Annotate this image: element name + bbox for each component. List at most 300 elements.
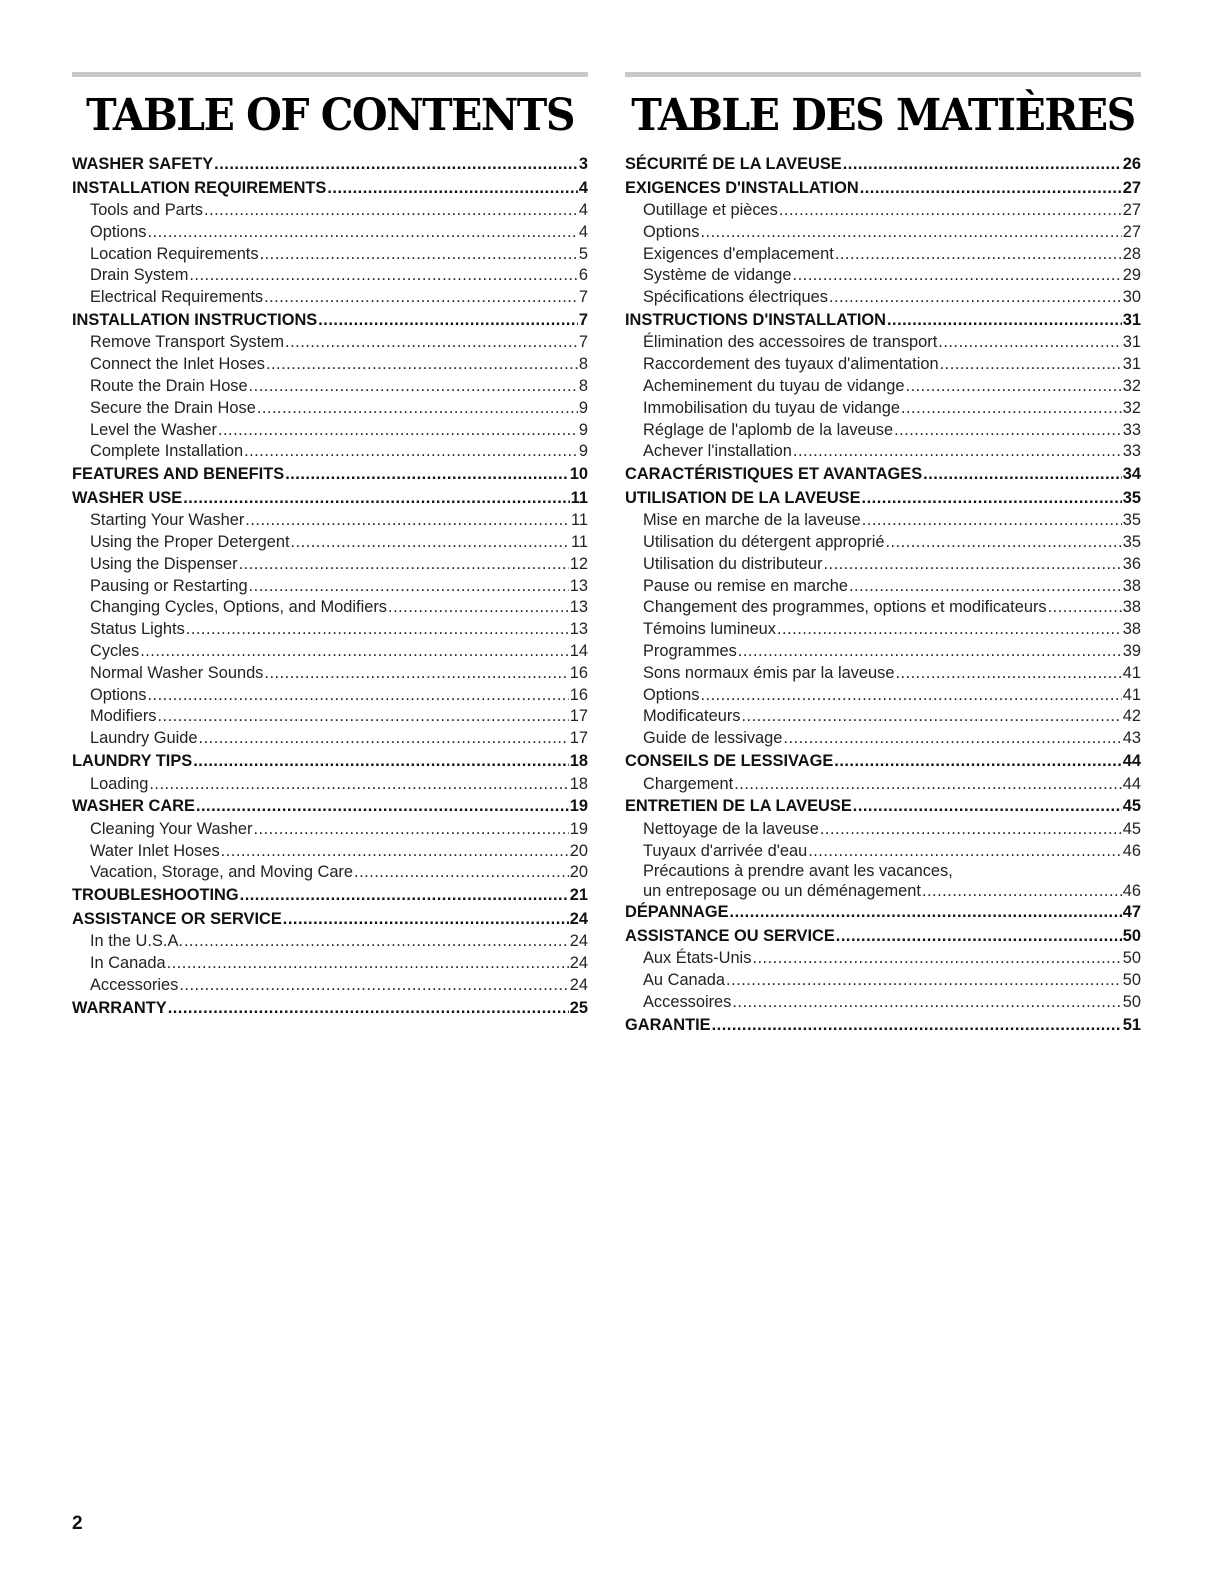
toc-entry-page: 33: [1122, 442, 1141, 461]
toc-entry-page: 50: [1122, 993, 1141, 1012]
toc-subsection-entry[interactable]: [72, 774, 588, 796]
toc-section-entry[interactable]: [72, 750, 588, 774]
toc-entry-page: 13: [569, 576, 588, 595]
toc-section-entry[interactable]: [72, 309, 588, 333]
toc-entry-label: WASHER USE: [72, 488, 183, 507]
dot-leader: [283, 908, 569, 931]
toc-entry-label: Changing Cycles, Options, and Modifiers: [90, 598, 388, 617]
toc-entry-label: Loading: [90, 774, 149, 793]
toc-entry-label: EXIGENCES D'INSTALLATION: [625, 178, 859, 197]
dot-leader: [140, 641, 569, 663]
toc-entry-page: 44: [1122, 752, 1141, 771]
toc-subsection-entry[interactable]: [625, 265, 1141, 287]
toc-entry-label: Cycles: [90, 642, 140, 661]
dot-leader: [752, 948, 1121, 970]
toc-subsection-entry[interactable]: [72, 265, 588, 287]
dot-leader: [158, 706, 569, 728]
toc-entry-page: 50: [1122, 926, 1141, 945]
toc-subsection-entry[interactable]: [625, 970, 1141, 992]
toc-entry-page: 10: [569, 465, 588, 484]
toc-entry-label: Level the Washer: [90, 420, 217, 439]
toc-entry-page: 35: [1122, 488, 1141, 507]
toc-entry-label: WARRANTY: [72, 998, 167, 1017]
dot-leader: [793, 265, 1122, 287]
toc-entry-label: Exigences d'emplacement: [643, 244, 834, 263]
toc-entry-label: Status Lights: [90, 620, 185, 639]
dot-leader: [291, 532, 570, 554]
toc-entry-page: 30: [1122, 288, 1141, 307]
toc-section-entry[interactable]: [625, 901, 1141, 925]
toc-entry-page: 38: [1122, 620, 1141, 639]
toc-entry-page: 31: [1122, 310, 1141, 329]
dot-leader: [354, 862, 569, 884]
toc-subsection-entry[interactable]: [72, 222, 588, 244]
toc-entry-page: 50: [1122, 949, 1141, 968]
dot-leader: [1048, 597, 1122, 619]
toc-subsection-entry[interactable]: [625, 200, 1141, 222]
toc-entry-page: 20: [569, 863, 588, 882]
toc-subsection-entry[interactable]: [625, 728, 1141, 750]
toc-entry-page: 31: [1122, 333, 1141, 352]
toc-entry-page: 14: [569, 642, 588, 661]
dot-leader: [701, 685, 1122, 707]
toc-english-column: [72, 72, 588, 1020]
toc-entry-page: 21: [569, 886, 588, 905]
toc-entry-label: Pause ou remise en marche: [643, 576, 848, 595]
toc-entry-page: 11: [570, 511, 588, 530]
dot-leader: [149, 774, 568, 796]
dot-leader: [186, 619, 569, 641]
toc-subsection-entry[interactable]: [72, 728, 588, 750]
toc-entry-page: 3: [578, 155, 588, 173]
toc-entry-label: ASSISTANCE OU SERVICE: [625, 926, 835, 945]
toc-section-entry[interactable]: [625, 925, 1141, 949]
dot-leader: [249, 576, 569, 598]
toc-title-french: TABLE DES MATIÈRES: [631, 88, 1135, 141]
toc-entry-label: Accessoires: [643, 993, 732, 1012]
toc-entry-label: ASSISTANCE OR SERVICE: [72, 909, 282, 928]
dot-leader: [793, 441, 1122, 463]
dot-leader: [732, 992, 1121, 1014]
toc-entry-label: INSTALLATION INSTRUCTIONS: [72, 310, 318, 329]
dot-leader: [179, 975, 568, 997]
dot-leader: [221, 841, 569, 863]
toc-subsection-entry[interactable]: [625, 641, 1141, 663]
dot-leader: [388, 597, 569, 619]
dot-leader: [836, 925, 1122, 948]
dot-leader: [726, 970, 1122, 992]
dot-leader: [738, 641, 1122, 663]
toc-entry-page: 27: [1122, 178, 1141, 197]
toc-subsection-entry[interactable]: [625, 819, 1141, 841]
dot-leader: [901, 398, 1122, 420]
toc-entry-page: 4: [578, 201, 588, 219]
toc-entry-label: Remove Transport System: [90, 333, 285, 352]
toc-entry-label: Laundry Guide: [90, 729, 198, 748]
toc-entry-page: 19: [569, 819, 588, 838]
toc-entry-label: Water Inlet Hoses: [90, 841, 220, 860]
toc-subsection-entry[interactable]: [625, 398, 1141, 420]
toc-subsection-entry[interactable]: [625, 420, 1141, 442]
toc-entry-page: 28: [1122, 244, 1141, 263]
toc-entry-label: Electrical Requirements: [90, 288, 264, 307]
dot-leader: [843, 153, 1122, 176]
dot-leader: [894, 420, 1122, 442]
dot-leader: [193, 750, 569, 773]
toc-entry-page: 20: [569, 841, 588, 860]
toc-entry-page: 19: [569, 797, 588, 816]
toc-entry-label: Sons normaux émis par la laveuse: [643, 663, 895, 682]
dot-leader: [204, 200, 578, 222]
header-rule: [625, 72, 1141, 77]
toc-entry-page: 32: [1122, 377, 1141, 396]
dot-leader: [148, 222, 578, 244]
toc-subsection-entry[interactable]: [625, 376, 1141, 398]
toc-entry-page: 39: [1122, 642, 1141, 661]
toc-entry-label: Complete Installation: [90, 442, 244, 461]
toc-entry-page: 24: [569, 909, 588, 928]
toc-entry-page: 7: [578, 288, 588, 307]
toc-entry-page: 41: [1122, 685, 1141, 704]
toc-entry-page: 35: [1122, 533, 1141, 552]
toc-entry-page: 32: [1122, 398, 1141, 417]
toc-entry-page: 7: [578, 333, 588, 352]
toc-entry-page: 12: [569, 554, 588, 573]
toc-subsection-entry[interactable]: [625, 532, 1141, 554]
toc-entry-label: Changement des programmes, options et modificateurs: [643, 598, 1047, 617]
dot-leader: [189, 265, 578, 287]
dot-leader: [148, 685, 569, 707]
toc-entry-label-continued: un entreposage ou un déménagement: [643, 882, 921, 901]
toc-entry-page: 42: [1122, 707, 1141, 726]
toc-subsection-entry[interactable]: [72, 244, 588, 266]
dot-leader: [214, 153, 578, 176]
dot-leader: [327, 177, 578, 200]
toc-entry-label: Options: [643, 685, 700, 704]
dot-leader: [823, 554, 1121, 576]
toc-entry-page: 38: [1122, 576, 1141, 595]
dot-leader: [285, 463, 569, 486]
toc-section-entry[interactable]: [72, 795, 588, 819]
toc-entry-label: Raccordement des tuyaux d'alimentation: [643, 355, 939, 374]
toc-entry-label: Au Canada: [643, 971, 726, 990]
toc-entry-label: Cleaning Your Washer: [90, 819, 253, 838]
dot-leader: [239, 554, 569, 576]
toc-subsection-entry[interactable]: [72, 332, 588, 354]
toc-entries-french: [625, 153, 1141, 1037]
toc-entry-label: Acheminement du tuyau de vidange: [643, 377, 905, 396]
dot-leader: [254, 819, 569, 841]
toc-entry-page: 8: [578, 355, 588, 374]
toc-subsection-entry[interactable]: [625, 510, 1141, 532]
dot-leader: [741, 706, 1121, 728]
toc-subsection-entry[interactable]: [72, 841, 588, 863]
dot-leader: [318, 309, 578, 332]
toc-entry-page: 46: [1122, 882, 1141, 901]
dot-leader: [885, 532, 1121, 554]
toc-entry-page: 4: [578, 178, 588, 197]
toc-entry-label: WASHER CARE: [72, 797, 195, 816]
dot-leader: [184, 931, 569, 953]
toc-entry-label: Secure the Drain Hose: [90, 398, 256, 417]
dot-leader: [257, 398, 578, 420]
toc-subsection-entry[interactable]: [72, 975, 588, 997]
dot-leader: [887, 309, 1122, 332]
toc-subsection-entry[interactable]: [72, 706, 588, 728]
toc-section-entry[interactable]: [625, 177, 1141, 201]
toc-section-entry[interactable]: [625, 463, 1141, 487]
toc-entry-label: Pausing or Restarting: [90, 576, 248, 595]
dot-leader: [244, 441, 578, 463]
toc-entry-page: 45: [1122, 819, 1141, 838]
toc-subsection-entry[interactable]: [625, 862, 1141, 901]
toc-entry-label: Tuyaux d'arrivée d'eau: [643, 841, 808, 860]
header-rule: [72, 72, 588, 77]
toc-entry-page: 43: [1122, 729, 1141, 748]
toc-entry-label: Réglage de l'aplomb de la laveuse: [643, 420, 894, 439]
dot-leader: [285, 332, 578, 354]
toc-entry-label: Options: [90, 222, 147, 241]
dot-leader: [196, 795, 569, 818]
dot-leader: [783, 728, 1121, 750]
toc-subsection-entry[interactable]: [625, 287, 1141, 309]
toc-section-entry[interactable]: [625, 153, 1141, 177]
toc-subsection-entry[interactable]: [72, 619, 588, 641]
toc-subsection-entry[interactable]: [625, 441, 1141, 463]
toc-subsection-entry[interactable]: [625, 354, 1141, 376]
toc-entry-label: Modificateurs: [643, 707, 741, 726]
toc-entry-page: 18: [569, 774, 588, 793]
dot-leader: [922, 881, 1122, 901]
toc-entry-page: 17: [569, 707, 588, 726]
toc-section-entry[interactable]: [72, 463, 588, 487]
toc-entry-label: Using the Proper Detergent: [90, 533, 290, 552]
toc-section-entry[interactable]: [625, 750, 1141, 774]
toc-entry-label: ENTRETIEN DE LA LAVEUSE: [625, 797, 852, 816]
toc-entry-page: 13: [569, 598, 588, 617]
toc-entry-page: 8: [578, 377, 588, 396]
toc-section-entry[interactable]: [625, 1014, 1141, 1038]
dot-leader: [218, 420, 578, 442]
toc-entry-page: 24: [569, 932, 588, 951]
dot-leader: [734, 774, 1122, 796]
toc-entry-label: Modifiers: [90, 707, 157, 726]
dot-leader: [167, 953, 569, 975]
toc-entry-page: 46: [1122, 841, 1141, 860]
toc-section-entry[interactable]: [72, 997, 588, 1021]
toc-subsection-entry[interactable]: [72, 819, 588, 841]
toc-entry-label: Témoins lumineux: [643, 620, 776, 639]
toc-subsection-entry[interactable]: [72, 931, 588, 953]
toc-entry-label: CARACTÉRISTIQUES ET AVANTAGES: [625, 465, 923, 484]
dot-leader: [730, 901, 1122, 924]
toc-entry-label: UTILISATION DE LA LAVEUSE: [625, 488, 861, 507]
toc-section-entry[interactable]: [625, 309, 1141, 333]
toc-entry-label: CONSEILS DE LESSIVAGE: [625, 752, 834, 771]
toc-subsection-entry[interactable]: [72, 287, 588, 309]
toc-entry-label: WASHER SAFETY: [72, 155, 214, 173]
toc-entry-page: 41: [1122, 663, 1141, 682]
toc-entry-page: 24: [569, 954, 588, 973]
toc-subsection-entry[interactable]: [72, 200, 588, 222]
toc-entry-label: Route the Drain Hose: [90, 377, 248, 396]
toc-entry-label: Normal Washer Sounds: [90, 663, 264, 682]
dot-leader: [240, 884, 569, 907]
toc-subsection-entry[interactable]: [72, 441, 588, 463]
dot-leader: [940, 354, 1122, 376]
dot-leader: [266, 354, 578, 376]
toc-entry-page: 34: [1122, 465, 1141, 484]
toc-entry-page: 17: [569, 729, 588, 748]
toc-entry-page: 5: [578, 244, 588, 263]
toc-section-entry[interactable]: [72, 884, 588, 908]
toc-subsection-entry[interactable]: [625, 685, 1141, 707]
toc-entry-label: Outillage et pièces: [643, 201, 778, 219]
toc-entry-label: Nettoyage de la laveuse: [643, 819, 819, 838]
toc-subsection-entry[interactable]: [72, 953, 588, 975]
toc-section-entry[interactable]: [625, 487, 1141, 511]
toc-entry-label: Tools and Parts: [90, 201, 203, 219]
dot-leader: [264, 663, 568, 685]
dot-leader: [199, 728, 569, 750]
toc-subsection-entry[interactable]: [625, 576, 1141, 598]
toc-entry-label: In Canada: [90, 954, 166, 973]
toc-entry-page: 24: [569, 975, 588, 994]
toc-entry-label: Options: [90, 685, 147, 704]
toc-entry-page: 6: [578, 266, 588, 285]
toc-title-english: TABLE OF CONTENTS: [86, 88, 574, 141]
toc-entry-label: Utilisation du détergent approprié: [643, 533, 885, 552]
toc-subsection-entry[interactable]: [625, 222, 1141, 244]
dot-leader: [183, 487, 569, 510]
toc-subsection-entry[interactable]: [625, 619, 1141, 641]
dot-leader: [245, 510, 570, 532]
toc-subsection-entry[interactable]: [72, 554, 588, 576]
dot-leader: [168, 997, 569, 1020]
toc-entry-label: Chargement: [643, 774, 734, 793]
dot-leader: [923, 463, 1122, 486]
toc-subsection-entry[interactable]: [625, 841, 1141, 863]
dot-leader: [862, 510, 1122, 532]
toc-subsection-entry[interactable]: [72, 532, 588, 554]
toc-entry-label: Starting Your Washer: [90, 511, 245, 530]
toc-entry-page: 9: [578, 420, 588, 439]
toc-entry-page: 51: [1122, 1015, 1141, 1034]
toc-entry-label: INSTRUCTIONS D'INSTALLATION: [625, 310, 886, 329]
toc-entry-page: 27: [1122, 201, 1141, 219]
toc-entry-page: 7: [578, 310, 588, 329]
dot-leader: [853, 795, 1122, 818]
dot-leader: [895, 663, 1121, 685]
toc-entry-page: 11: [570, 488, 588, 507]
toc-subsection-entry[interactable]: [72, 398, 588, 420]
toc-entry-page: 36: [1122, 554, 1141, 573]
toc-subsection-entry[interactable]: [625, 597, 1141, 619]
toc-subsection-entry[interactable]: [72, 663, 588, 685]
toc-entry-page: 16: [569, 663, 588, 682]
toc-entry-page: 18: [569, 752, 588, 771]
toc-entry-label: Système de vidange: [643, 266, 792, 285]
toc-subsection-entry[interactable]: [72, 376, 588, 398]
toc-subsection-entry[interactable]: [625, 332, 1141, 354]
toc-entry-page: 9: [578, 442, 588, 461]
dot-leader: [862, 487, 1122, 510]
dot-leader: [712, 1014, 1122, 1037]
toc-subsection-entry[interactable]: [72, 641, 588, 663]
toc-subsection-entry[interactable]: [72, 510, 588, 532]
toc-subsection-entry[interactable]: [625, 774, 1141, 796]
toc-entry-label: Vacation, Storage, and Moving Care: [90, 863, 354, 882]
dot-leader: [860, 177, 1122, 200]
toc-entry-label: DÉPANNAGE: [625, 903, 729, 922]
toc-subsection-entry[interactable]: [625, 948, 1141, 970]
toc-entry-label: Options: [643, 222, 700, 241]
toc-entry-page: 13: [569, 620, 588, 639]
toc-entry-page: 27: [1122, 222, 1141, 241]
toc-entry-page: 31: [1122, 355, 1141, 374]
toc-subsection-entry[interactable]: [625, 992, 1141, 1014]
toc-entry-page: 9: [578, 398, 588, 417]
dot-leader: [820, 819, 1122, 841]
toc-entry-page: 45: [1122, 797, 1141, 816]
toc-entry-page: 25: [569, 998, 588, 1017]
toc-entry-page: 29: [1122, 266, 1141, 285]
toc-subsection-entry[interactable]: [72, 576, 588, 598]
toc-entry-label: Guide de lessivage: [643, 729, 783, 748]
toc-entry-label: FEATURES AND BENEFITS: [72, 465, 285, 484]
toc-entry-label: Élimination des accessoires de transport: [643, 333, 938, 352]
toc-entry-label: Accessories: [90, 975, 179, 994]
toc-subsection-entry[interactable]: [72, 685, 588, 707]
toc-entry-page: 35: [1122, 511, 1141, 530]
toc-subsection-entry[interactable]: [625, 554, 1141, 576]
toc-french-column: [625, 72, 1141, 1037]
toc-section-entry[interactable]: [72, 908, 588, 932]
toc-section-entry[interactable]: [72, 153, 588, 177]
toc-entry-label: INSTALLATION REQUIREMENTS: [72, 178, 327, 197]
toc-entry-page: 4: [578, 222, 588, 241]
toc-subsection-entry[interactable]: [72, 597, 588, 619]
dot-leader: [906, 376, 1122, 398]
toc-entry-label: Connect the Inlet Hoses: [90, 355, 265, 374]
toc-entry-label: LAUNDRY TIPS: [72, 752, 193, 771]
toc-section-entry[interactable]: [72, 487, 588, 511]
toc-entry-label: Précautions à prendre avant les vacances,: [643, 862, 953, 881]
toc-subsection-entry[interactable]: [72, 354, 588, 376]
toc-subsection-entry[interactable]: [625, 244, 1141, 266]
toc-subsection-entry[interactable]: [72, 420, 588, 442]
toc-entry-page: 38: [1122, 598, 1141, 617]
toc-subsection-entry[interactable]: [625, 706, 1141, 728]
toc-section-entry[interactable]: [625, 795, 1141, 819]
dot-leader: [701, 222, 1122, 244]
page-number: 2: [72, 1513, 83, 1534]
dot-leader: [777, 619, 1122, 641]
toc-subsection-entry[interactable]: [625, 663, 1141, 685]
toc-entry-page: 44: [1122, 774, 1141, 793]
toc-entry-page: 33: [1122, 420, 1141, 439]
toc-entry-page: 47: [1122, 903, 1141, 922]
toc-entry-page: 26: [1122, 155, 1141, 173]
dot-leader: [849, 576, 1122, 598]
dot-leader: [829, 287, 1122, 309]
dot-leader: [834, 750, 1122, 773]
toc-subsection-entry[interactable]: [72, 862, 588, 884]
dot-leader: [808, 841, 1122, 863]
toc-entry-label: In the U.S.A.: [90, 932, 183, 951]
toc-section-entry[interactable]: [72, 177, 588, 201]
toc-entry-label: Using the Dispenser: [90, 554, 238, 573]
